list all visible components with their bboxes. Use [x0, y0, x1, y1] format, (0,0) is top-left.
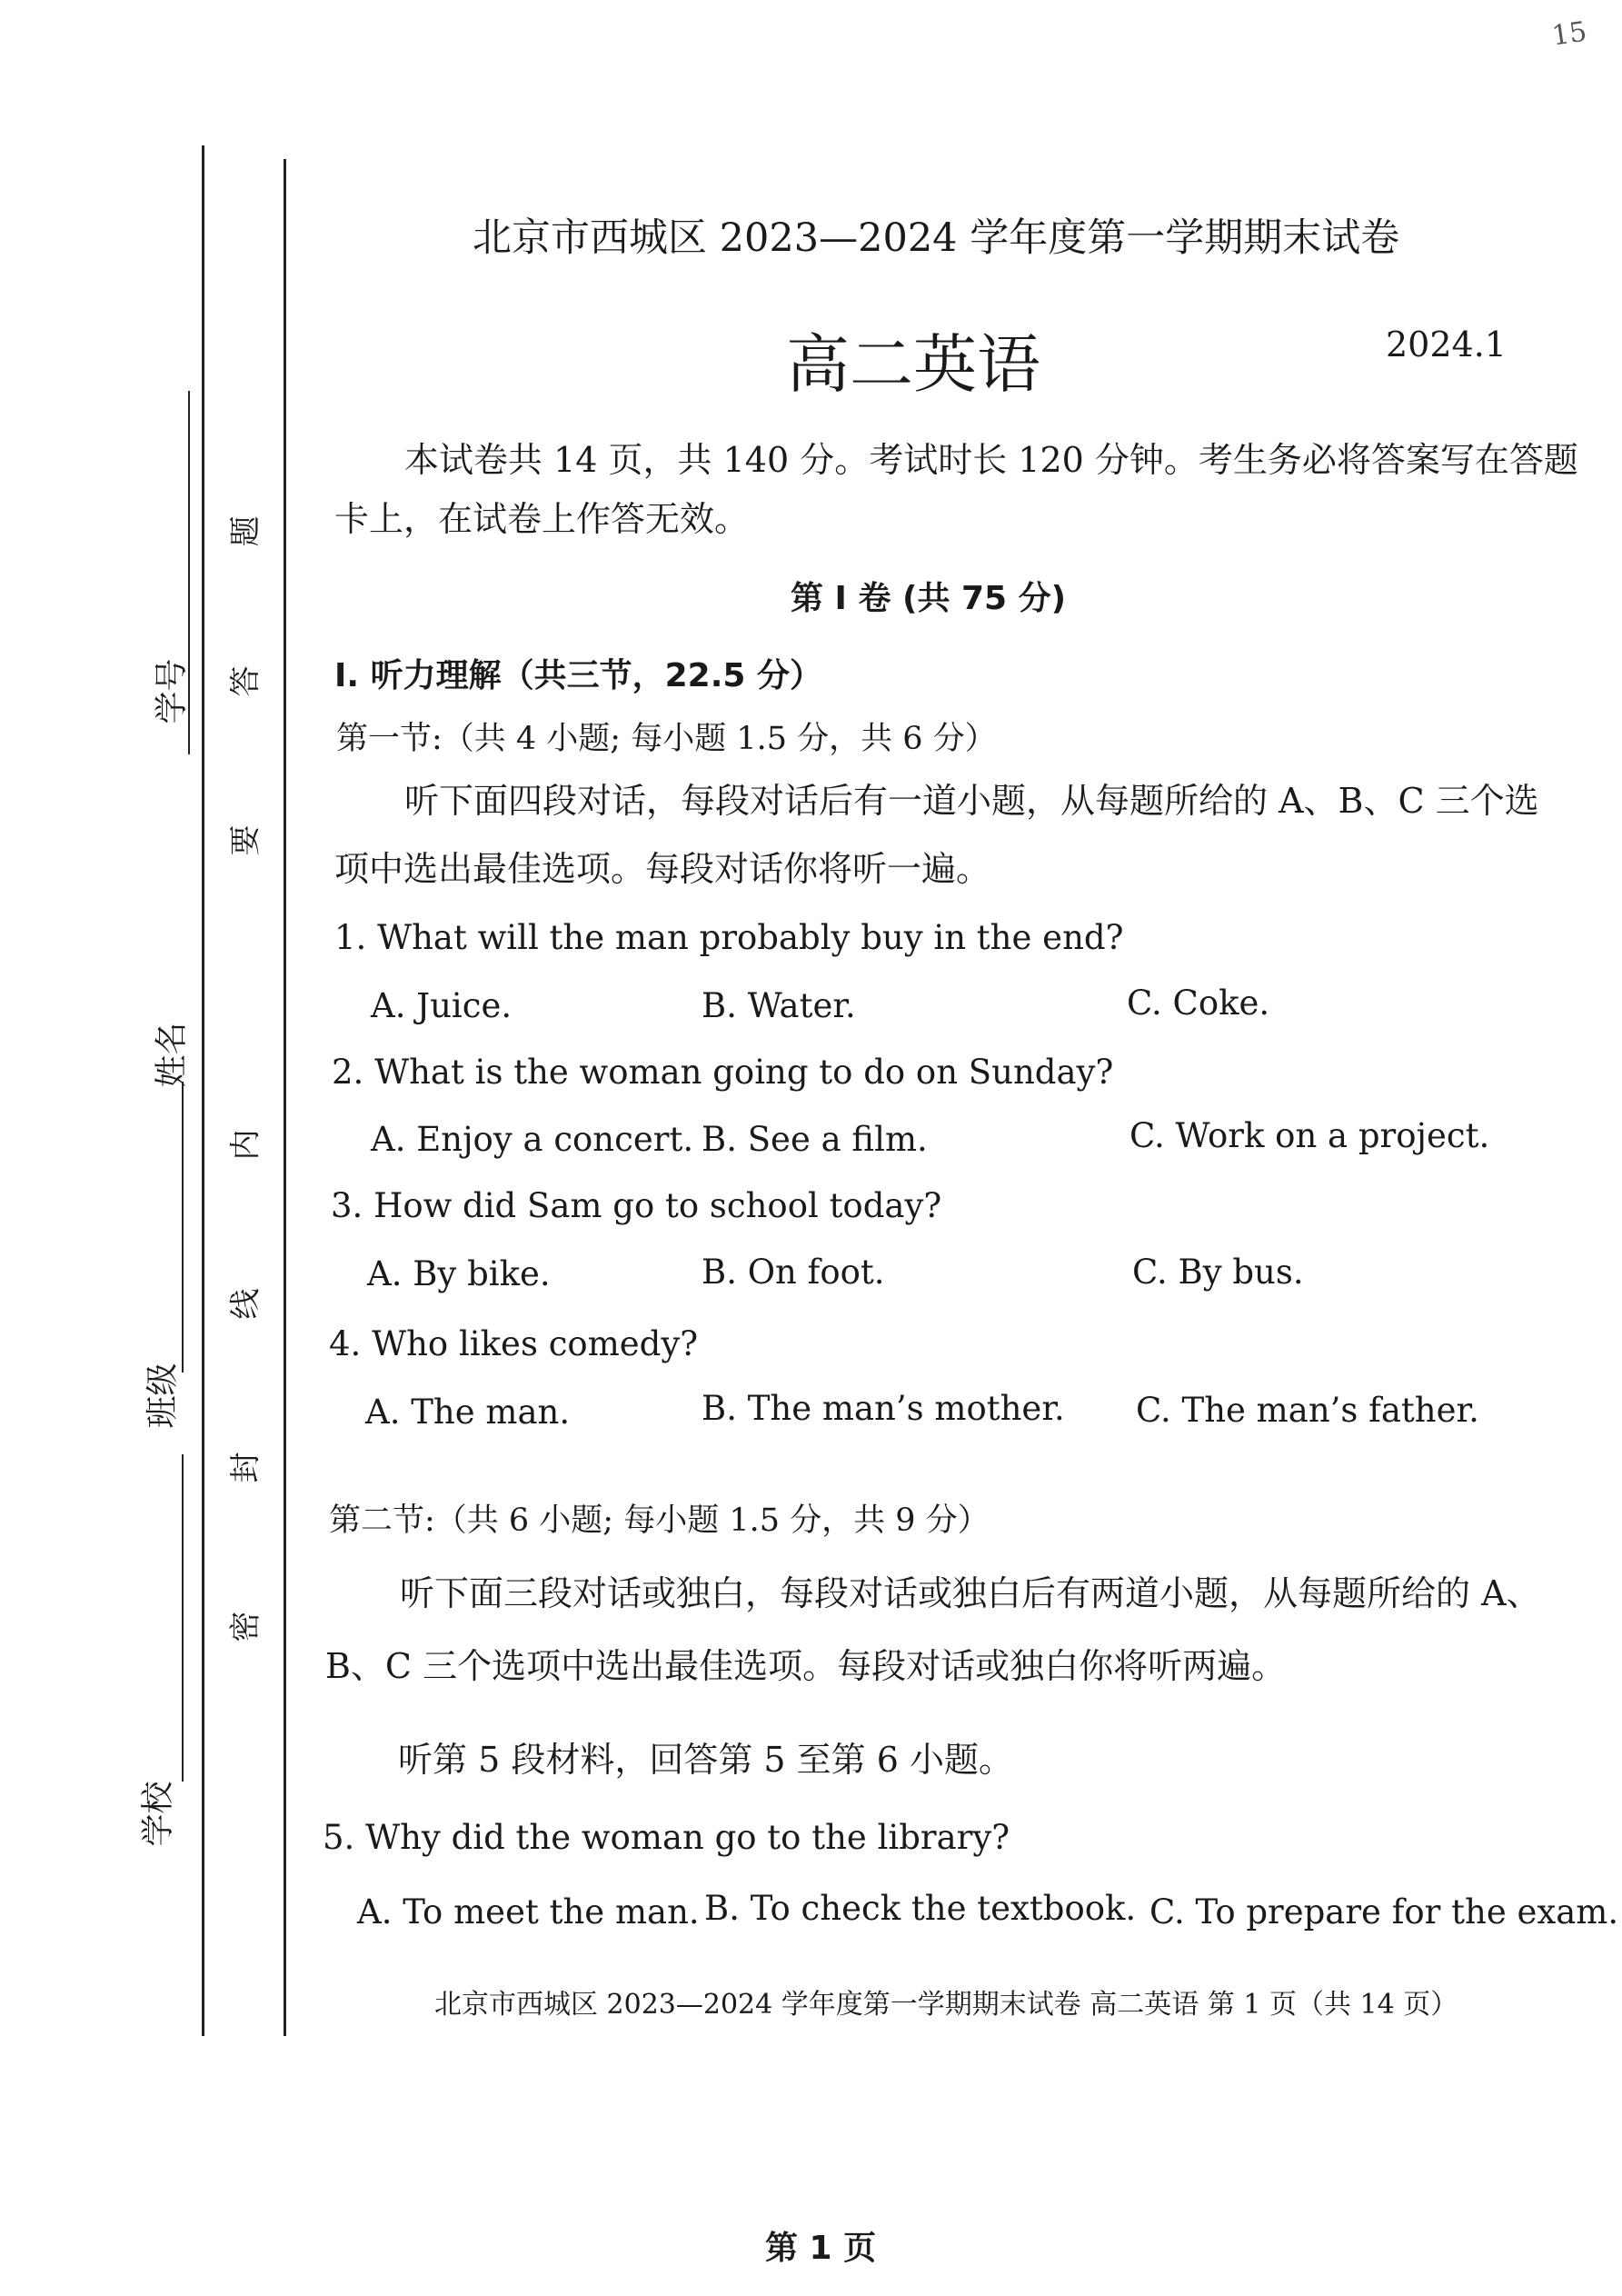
instructions-line-2: 卡上，在试卷上作答无效。 — [334, 499, 750, 539]
class-blank — [182, 1082, 184, 1373]
binding-line-outer — [202, 145, 204, 2036]
seal-char: 题 — [227, 515, 264, 547]
option-a: A. Enjoy a concert. — [371, 1120, 694, 1159]
section2-intro-1: 听下面三段对话或独白，每段对话或独白后有两道小题，从每题所给的 A、 — [400, 1573, 1541, 1613]
seal-char: 要 — [227, 824, 264, 856]
seal-char: 密 — [227, 1611, 264, 1642]
question-stem: 5. Why did the woman go to the library? — [323, 1818, 1010, 1857]
option-b: B. To check the textbook. — [704, 1889, 1137, 1928]
part1-heading: I. 听力理解（共三节，22.5 分） — [334, 657, 822, 694]
option-a: A. Juice. — [371, 986, 512, 1025]
seal-char: 封 — [227, 1452, 264, 1483]
exam-title: 北京市西城区 2023—2024 学年度第一学期期末试卷 — [473, 215, 1400, 261]
subject-title: 高二英语 — [786, 327, 1040, 402]
option-a: A. By bike. — [367, 1254, 551, 1293]
option-c: C. The man’s father. — [1136, 1391, 1479, 1430]
seal-char: 答 — [227, 665, 264, 697]
question-stem: 2. What is the woman going to do on Sunday? — [332, 1053, 1114, 1092]
option-b: B. See a film. — [702, 1120, 928, 1159]
option-a: A. To meet the man. — [357, 1892, 700, 1932]
option-c: C. By bus. — [1132, 1253, 1304, 1292]
school-label: 学校 — [139, 1781, 177, 1847]
option-b: B. The man’s mother. — [702, 1389, 1065, 1428]
class-label: 班级 — [144, 1363, 182, 1429]
option-c: C. Work on a project. — [1129, 1116, 1490, 1155]
question-stem: 3. How did Sam go to school today? — [331, 1186, 942, 1225]
section2-intro-2: B、C 三个选项中选出最佳选项。每段对话或独白你将听两遍。 — [325, 1646, 1287, 1686]
student-id-label: 学号 — [153, 658, 191, 724]
binding-line-inner — [284, 159, 286, 2036]
option-b: B. Water. — [702, 986, 856, 1025]
section1-intro-1: 听下面四段对话，每段对话后有一道小题，从每题所给的 A、B、C 三个选 — [404, 781, 1539, 821]
exam-date: 2024.1 — [1386, 324, 1507, 364]
name-label: 姓名 — [153, 1022, 191, 1088]
section1-intro-2: 项中选出最佳选项。每段对话你将听一遍。 — [334, 849, 991, 889]
seal-char: 线 — [227, 1288, 264, 1320]
volume-heading: 第 I 卷 (共 75 分) — [791, 580, 1067, 617]
page-footer: 北京市西城区 2023—2024 学年度第一学期期末试卷 高二英语 第 1 页（共 14 页） — [434, 1989, 1458, 2021]
option-b: B. On foot. — [702, 1253, 885, 1292]
school-blank — [182, 1454, 184, 1782]
option-c: C. Coke. — [1127, 983, 1270, 1023]
instructions-line-1: 本试卷共 14 页，共 140 分。考试时长 120 分钟。考生务必将答案写在答题 — [404, 440, 1578, 480]
page-number: 第 1 页 — [765, 2230, 877, 2267]
material-note: 听第 5 段材料，回答第 5 至第 6 小题。 — [398, 1740, 1014, 1780]
section1-heading: 第一节:（共 4 小题; 每小题 1.5 分，共 6 分） — [336, 721, 997, 757]
option-c: C. To prepare for the exam. — [1149, 1892, 1619, 1932]
section2-heading: 第二节:（共 6 小题; 每小题 1.5 分，共 9 分） — [329, 1502, 990, 1539]
corner-mark: 15 — [1549, 15, 1589, 53]
question-stem: 1. What will the man probably buy in the end? — [334, 918, 1124, 957]
question-stem: 4. Who likes comedy? — [329, 1324, 699, 1363]
seal-char: 内 — [227, 1129, 264, 1161]
option-a: A. The man. — [365, 1393, 571, 1432]
